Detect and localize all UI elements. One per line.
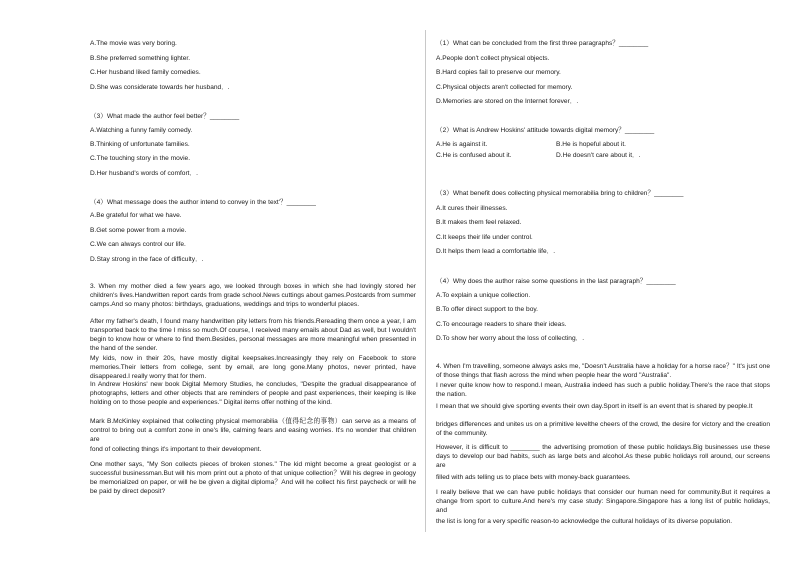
r-q3-option-d: D.It helps them lead a comfortable life．. [436, 248, 556, 255]
passage-3-paragraph-5-end: fond of collecting things it's important to their development. [90, 446, 262, 453]
r-q2-option-c: C.He is confused about it. [436, 152, 512, 159]
r-question-3-stem: （3）What benefit does collecting physical memorabilia bring to children？________ [436, 190, 684, 197]
passage-4-paragraph-6: filled with ads telling us to place bets with money-back guarantees. [436, 474, 631, 481]
passage-4-paragraph-2: I never quite know how to respond.I mean, Australia indeed has such a public holiday.There's the race that stops the nation. [436, 382, 770, 398]
q4-option-a: A.Be grateful for what we have. [90, 212, 182, 219]
q4-option-c: C.We can always control our life. [90, 241, 186, 248]
passage-4-paragraph-4: bridges differences and unites us on a primitive levelthe cheers of the crowd, the desire for victory and the creation of the community. [436, 421, 770, 437]
r-question-1-stem: （1）What can be concluded from the first three paragraphs？________ [436, 40, 649, 47]
r-q3-option-c: C.It keeps their life under control. [436, 234, 533, 241]
passage-3-paragraph-4: In Andrew Hoskins' new book Digital Memory Studies, he concludes, "Despite the gradual disappearance of photographs, letters and other objects that are reminders of people and past experiences, their keeping is like holding on to those people and experiences." Digital items offer nothing of the kind. [90, 381, 416, 406]
r-q1-option-a: A.People don't collect physical objects. [436, 55, 550, 62]
passage-4-paragraph-8: the list is long for a very specific reason-to acknowledge the cultural holidays of its diverse population. [436, 518, 733, 525]
passage-4-paragraph-7: I really believe that we can have public holidays that consider our human need for community.But it requires a change from sport to culture.And here's my case study: Singapore.Singapore has a long list of public holidays, and [436, 489, 770, 514]
r-q4-option-d: D.To show her worry about the loss of collecting．. [436, 335, 585, 342]
passage-3-paragraph-6: One mother says, "My Son collects pieces of broken stones." The kid might become a great geologist or a successful businessman.But will his mom print out a photo of that unique collection？Will his degree in geology be memorialized on paper, or will he be given a digital diploma？And will he collect his first paycheck or will he be paid by direct deposit? [90, 461, 416, 495]
r-q4-option-c: C.To encourage readers to share their ideas. [436, 321, 567, 328]
r-question-4-stem: （4）Why does the author raise some questions in the last paragraph？________ [436, 278, 676, 285]
passage-4-paragraph-1: 4. When I'm travelling, someone always asks me, "Doesn't Australia have a holiday for a horse race？" It's just one of those things that flash across the mind when people hear the word "Australia". [436, 363, 770, 379]
question-3-stem: （3）What made the author feel better？________ [90, 113, 240, 120]
option-a: A.The movie was very boring. [90, 40, 177, 47]
r-q4-option-a: A.To explain a unique collection. [436, 292, 531, 299]
r-q3-option-a: A.It cures their illnesses. [436, 205, 508, 212]
r-q1-option-d: D.Memories are stored on the Internet forever．. [436, 98, 579, 105]
q3-option-a: A.Watching a funny family comedy. [90, 127, 193, 134]
r-q1-option-c: C.Physical objects aren't collected for memory. [436, 84, 573, 91]
q3-option-c: C.The touching story in the movie. [90, 155, 191, 162]
q4-option-d: D.Stay strong in the face of difficulty．. [90, 256, 204, 263]
r-q4-option-b: B.To offer direct support to the boy. [436, 306, 539, 313]
r-question-2-stem: （2）What is Andrew Hoskins' attitude towards digital memory？________ [436, 127, 655, 134]
option-d: D.She was considerate towards her husband．. [90, 84, 230, 91]
r-q2-option-d: D.He doesn't care about it．. [556, 152, 641, 159]
option-b: B.She preferred something lighter. [90, 55, 191, 62]
option-c: C.Her husband liked family comedies. [90, 69, 201, 76]
passage-3-paragraph-1: 3. When my mother died a few years ago, we looked through boxes in which she had lovingly stored her children's lives.Handwritten report cards from grade school.News cuttings about games.Postcards from summer camps.And so many photos: birthdays, graduations, weddings and trips to wonderful places. [90, 283, 416, 308]
q4-option-b: B.Get some power from a movie. [90, 227, 187, 234]
passage-4-paragraph-5: However, it is difficult to ________ the advertising promotion of these public holidays.Big businesses use these days to develop our bad habits, such as large bets and alcohol.As these public holidays roll around, our screens are [436, 444, 770, 469]
passage-4-paragraph-3: I mean that we should give sporting events their own day.Sport in itself is an event that is shared by people.It [436, 403, 753, 410]
column-divider [425, 30, 426, 532]
r-q2-option-a: A.He is against it. [436, 141, 488, 148]
r-q2-option-b: B.He is hopeful about it. [556, 141, 627, 148]
q3-option-b: B.Thinking of unfortunate families. [90, 141, 190, 148]
q3-option-d: D.Her husband's words of comfort．. [90, 170, 198, 177]
passage-3-paragraph-2: After my father's death, I found many handwritten pity letters from his friends.Rereading them once a year, I am transported back to the time I miss so much.Of course, I received many emails about Dad as well, but I wouldn't begin to know how or where to find them.Besides, personal messages are more meaningful when presented in the hand of the sender. [90, 318, 416, 352]
r-q3-option-b: B.It makes them feel relaxed. [436, 219, 522, 226]
r-q1-option-b: B.Hard copies fail to preserve our memory. [436, 69, 561, 76]
passage-3-paragraph-5: Mark B.McKinley explained that collecting physical memorabilia（值得纪念的事物）can serve as a means of control to bring out a comfort zone in one's life, calming fears and easing worries. It's no wonder that children are [90, 418, 416, 443]
passage-3-paragraph-3: My kids, now in their 20s, have mostly digital keepsakes.Increasingly they rely on Facebook to store memories.Their letters from college, sent by email, are long gone.Many photos, never printed, have disappeared.I really worry that for them. [90, 355, 416, 380]
question-4-stem: （4）What message does the author intend to convey in the text'？________ [90, 199, 316, 206]
